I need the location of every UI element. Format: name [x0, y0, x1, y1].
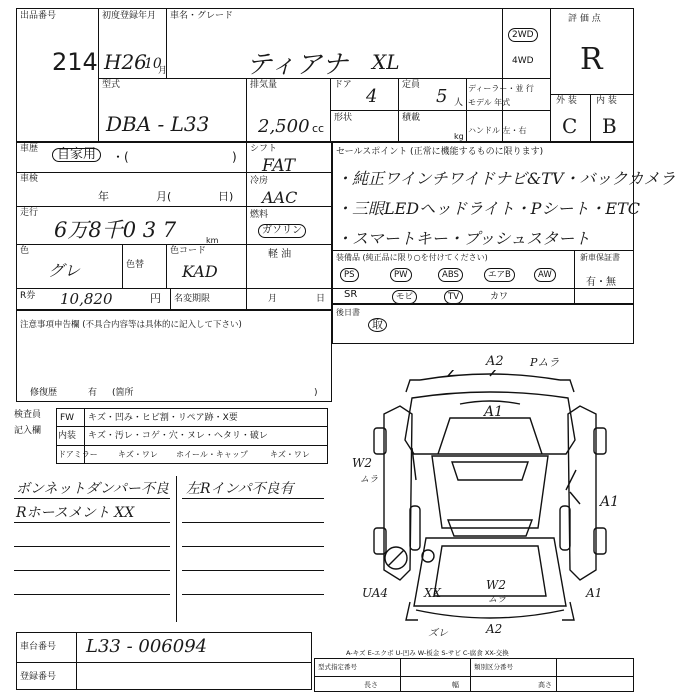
score-label: 評 価 点: [568, 14, 601, 24]
person-unit: 人: [454, 98, 464, 108]
footer-model-no: 型式指定番号: [318, 663, 357, 671]
interior-label: 内 装: [596, 96, 617, 106]
first-registration-era: H26: [104, 50, 147, 74]
mark-a1-right: A1: [600, 494, 620, 510]
fuel-label: 燃料: [250, 210, 269, 220]
light-oil-label: 軽 油: [268, 249, 292, 260]
exterior-grade: C: [562, 114, 578, 138]
mark-w2-bottom: W2: [486, 578, 506, 592]
month-unit: 月: [158, 66, 168, 76]
equip-abs: ABS: [438, 268, 463, 282]
model-name: ティアナ: [246, 50, 348, 80]
fw-items: キズ・凹み・ヒビ割・リペア跡・X要: [88, 413, 238, 423]
displacement-label: 排気量: [250, 80, 278, 90]
mark-a1-low: A1: [586, 586, 603, 600]
usage-close: ): [232, 150, 237, 164]
color-change-label: 色替: [126, 260, 145, 270]
wheel-items: キズ・ワレ: [270, 450, 310, 459]
lot-number-label: 出品番号: [20, 11, 57, 21]
new-book-value: 有・無: [586, 277, 616, 288]
mark-mura-left: ムラ: [360, 475, 379, 485]
ac-label: 冷房: [250, 176, 269, 186]
footer-height: 高さ: [538, 681, 552, 689]
mirror-label: ドアミラー: [58, 450, 98, 459]
day-paren: 日): [218, 190, 234, 203]
shift-label: シフト: [250, 144, 278, 154]
model-grade-label: 車名・グレード: [170, 11, 234, 21]
year-unit: 年: [98, 190, 109, 203]
mark-a2-bottom: A2: [486, 622, 503, 636]
equip-leather: カワ: [490, 292, 509, 302]
inspector-label-2: 記入欄: [14, 426, 42, 436]
color-code: KAD: [182, 262, 218, 281]
equip-airbag: エアB: [484, 268, 515, 282]
capacity-label: 定員: [402, 80, 421, 90]
new-book-label: 新車保証書: [580, 253, 620, 262]
mark-xx: XX: [424, 586, 442, 600]
mark-w2-left: W2: [352, 456, 372, 470]
repair-close: ): [314, 388, 318, 398]
interior-grade: B: [602, 114, 617, 138]
chassis-label: 車台番号: [20, 642, 57, 652]
doors: 4: [366, 86, 378, 107]
color-label: 色: [20, 246, 30, 256]
mark-mura-bottom: ムラ: [488, 595, 507, 605]
mark-a1-roof: A1: [484, 404, 504, 420]
dealer-label: ディーラー・並 行: [468, 84, 534, 93]
wheel-label: ホイール・キャップ: [176, 450, 248, 459]
model-code: DBA - L33: [106, 112, 210, 136]
repair-value: 有: [88, 388, 98, 398]
equip-aw: AW: [534, 268, 556, 282]
mileage: 6万8千0 3 7: [54, 218, 177, 242]
shift: FAT: [262, 156, 296, 176]
registration-label: 登録番号: [20, 672, 57, 682]
note-left-rear: 左Rインパ不良有: [186, 481, 294, 497]
month-paren: 月(: [156, 190, 172, 203]
shape-label: 形状: [334, 113, 353, 123]
notice-label: 注意事項申告欄 (不具合内容等は具体的に記入して下さい): [20, 320, 242, 330]
after-label: 後日書: [336, 308, 360, 317]
shaken-label: 車検: [20, 174, 39, 184]
drive-4wd: 4WD: [512, 56, 534, 66]
tax-label: 名変期限: [174, 294, 211, 304]
usage: 自家用: [52, 148, 101, 162]
recycle-label: R券: [20, 291, 36, 301]
repair-place: (箇所: [112, 388, 134, 398]
ac: AAC: [262, 188, 298, 207]
color: グレ: [48, 261, 81, 280]
handle-label: ハンドル 左・右: [468, 126, 527, 135]
load-label: 積載: [402, 113, 421, 123]
first-registration-label: 初度登録年月: [102, 11, 157, 21]
mark-pmura: Pムラ: [530, 356, 560, 369]
after-value: 取: [368, 318, 387, 332]
capacity: 5: [436, 86, 448, 107]
inspector-label-1: 検査員: [14, 410, 42, 420]
kg-unit: kg: [454, 132, 464, 141]
mirror-items: キズ・ワレ: [118, 450, 158, 459]
footer-class-no: 類別区分番号: [474, 663, 513, 671]
sales-line-3: ・スマートキー・プッシュスタート: [336, 229, 591, 248]
repair-label: 修復歴: [30, 388, 58, 398]
type-label: 型式: [102, 80, 121, 90]
first-registration-month: 10: [144, 56, 162, 72]
note-reinforcement: Rホースメント XX: [16, 505, 135, 521]
note-bonnet: ボンネットダンパー不良: [16, 481, 169, 497]
equip-pw: PW: [390, 268, 412, 282]
sales-label: セールスポイント (正常に機能するものに限ります): [336, 147, 544, 157]
yen-unit: 円: [150, 292, 161, 305]
footer-width: 幅: [452, 681, 459, 689]
usage-label: 車歴: [20, 144, 39, 154]
exterior-label: 外 装: [556, 96, 577, 106]
fw-label: FW: [60, 413, 75, 423]
equip-sr: SR: [344, 289, 358, 300]
tax-month: 月: [268, 294, 278, 304]
sales-line-1: ・純正ワインチワイドナビ&TV・バックカメラ: [336, 169, 676, 188]
recycle-amount: 10,820: [60, 290, 113, 308]
mileage-label: 走行: [20, 208, 39, 218]
drive-2wd: 2WD: [508, 28, 538, 42]
footer-length: 長さ: [364, 681, 378, 689]
interior-insp-label: 内装: [58, 431, 77, 441]
equip-tv: TV: [444, 290, 463, 304]
usage-rest: ・(: [112, 150, 129, 164]
equip-label: 装備品 (純正品に限り○を付けてください): [336, 253, 488, 262]
equip-mobi: モビ: [392, 290, 417, 304]
displacement: 2,500: [258, 116, 310, 137]
model-year-label: モデル 年式: [468, 98, 511, 107]
mark-zure: ズレ: [428, 628, 448, 639]
chassis-number: L33 - 006094: [86, 636, 208, 657]
color-code-label: 色コード: [170, 246, 207, 256]
tax-day: 日: [316, 294, 326, 304]
cc-unit: cc: [312, 122, 325, 135]
lot-number: 214: [52, 48, 98, 76]
sales-line-2: ・三眼LEDヘッドライト・Pシート・ETC: [336, 199, 641, 218]
doors-label: ドア: [334, 80, 352, 90]
km-unit: km: [206, 236, 219, 245]
grade: XL: [372, 50, 400, 74]
mark-a2-top: A2: [486, 354, 504, 369]
mark-ua4: UA4: [362, 586, 389, 600]
damage-legend: A-キズ E-エクボ U-凹み W-板金 S-サビ C-腐食 XX-交換: [346, 649, 509, 657]
interior-items: キズ・汚レ・コゲ・穴・ヌレ・ヘタリ・破レ: [88, 431, 268, 441]
score: R: [580, 42, 603, 77]
fuel: ガソリン: [258, 224, 306, 238]
equip-ps: PS: [340, 268, 359, 282]
